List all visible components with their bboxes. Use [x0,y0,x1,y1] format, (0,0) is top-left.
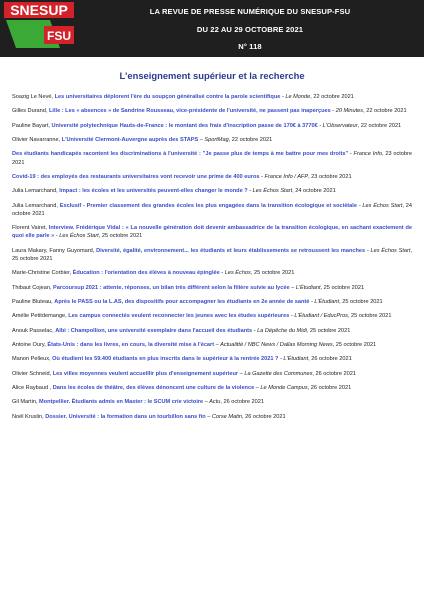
article-source: - France Info [348,151,383,158]
article-author: Florent Vairet, [12,225,49,232]
article-item [12,298,412,306]
article-item [12,107,412,115]
article-source: - 20 Minutes [330,108,364,115]
article-item [12,122,412,130]
article-link[interactable]: Où étudient les 59.400 étudiants en plus inscrits dans le supérieur à la rentrée 2021 ? [52,356,279,363]
article-source: - Les Échos Start [247,188,293,195]
article-author: Pauline Bayart, [12,122,52,129]
article-date: , 25 octobre 2021 [347,313,392,320]
article-author: Pauline Bluteau, [12,298,55,305]
article-source: – La Gazette des Communes [238,370,313,377]
article-item [12,312,412,320]
article-source: – Le Monde Campus [254,385,308,391]
article-item [12,224,412,240]
article-date: , 22 octobre 2021 [363,108,407,115]
review-title: LA REVUE DE PRESSE NUMÉRIQUE DU SNESUP-FSU [149,7,351,16]
article-source: - L'Étudiant / EducPros [289,313,348,320]
article-source: – Actualitté / NBC News / Dallas Morning News [214,341,333,348]
article-author: Olivier Navarranne, [12,137,62,144]
header-band [0,0,424,57]
article-link[interactable]: Interview. Frédérique Vidal : « La nouvelle génération doit devenir ambassadrice de la transition écologique, en sachant exactement de quoi elle parle » [12,225,412,240]
article-link[interactable]: Dans les écoles de théâtre, des élèves dénoncent une culture de la violence [52,385,255,391]
article-author: Thibaut Cojean, [12,284,54,291]
article-item [12,398,412,406]
article-date: , 22 octobre 2021 [228,137,273,144]
article-item [12,247,412,263]
article-item [12,384,412,392]
article-date: , 25 octobre 2021 [332,341,377,348]
article-author: Anouk Passelac, [12,327,56,334]
article-author: Gilles Durand, [12,108,49,115]
article-source: – L'Étudiant [289,284,321,291]
article-link[interactable]: Les campus connectés veulent reconnecter les jeunes avec les études supérieures [68,313,290,320]
article-item [12,173,412,181]
article-link[interactable]: Impact : les écoles et les universités peuvent-elles changer le monde ? [59,188,248,195]
article-item [12,136,412,144]
article-source: - L'Étudiant [309,298,340,305]
review-dates: DU 22 AU 29 OCTOBRE 2021 [196,25,304,34]
article-author: Olivier Schneid, [12,370,53,377]
article-link[interactable]: Les villes moyennes veulent accueillir plus d'enseignement supérieur [52,370,239,377]
article-author: Marie-Christine Corbier, [12,270,73,277]
article-date: , 26 octobre 2021 [242,413,286,420]
article-source: – Corse Matin [205,413,243,420]
article-date: , 25 octobre 2021 [320,284,365,291]
article-item [12,93,412,101]
article-item [12,370,412,378]
article-source: - L'Observateur [317,122,358,129]
article-author: Gil Martin, [12,399,40,406]
article-author: Julia Lemarchand, [12,202,60,209]
article-item [12,327,412,335]
article-link[interactable]: Université polytechnique Hauts-de-France : le montant des frais d'inscription passe de 170€ à 3770€ [51,122,318,129]
article-link[interactable]: Diversité, égalité, environnement... les étudiants et leurs établissements se retroussent les manches [96,247,366,254]
article-date: , 23 octobre 2021 [12,151,412,166]
article-source: - France Info / AFP [259,173,309,180]
article-item [12,355,412,363]
section-title: L'enseignement supérieur et la recherche [119,70,305,81]
article-author: Laura Makary, Fanny Guyomard, [12,247,97,254]
article-author: Soazig Le Nevé, [12,94,55,100]
article-item [12,284,412,292]
article-author: Julia Lemarchand, [12,188,60,195]
article-author: Manon Pelleux, [12,356,53,363]
article-source: - Le Monde [280,94,311,100]
article-source: - Les Échos Start [54,233,99,240]
article-source: - Les Échos Start [365,247,411,254]
article-item [12,202,412,218]
article-date: , 25 octobre 2021 [12,247,412,262]
article-item [12,413,412,421]
article-link[interactable]: États-Unis : dans les livres, en cours, la diversité mise à l'écart [47,341,215,348]
article-author: Antoine Oury, [12,341,48,348]
article-author: Amélie Petitdemange, [12,313,69,320]
article-item [12,150,412,166]
article-link[interactable]: Exclusif - Premier classement des grandes écoles les plus engagées dans la transition écologique et sociétale [59,202,357,209]
article-date: , 25 octobre 2021 [98,233,143,240]
article-date: , 23 octobre 2021 [308,173,352,180]
article-link[interactable]: Montpellier. Étudiants admis en Master : le SCUM crie victoire [39,399,204,406]
article-date: , 26 octobre 2021 [307,385,352,391]
article-item [12,269,412,277]
article-list [12,93,412,427]
article-date: , 22 octobre 2021 [310,94,354,100]
article-item [12,341,412,349]
article-date: , 24 octobre 2021 [292,188,336,195]
article-link[interactable]: Des étudiants handicapés racontent les discriminations à l'université : "Je passe plus de temps à me battre pour mes droits" [12,151,349,158]
article-date: , 26 octobre 2021 [312,370,356,377]
article-link[interactable]: Dossier. Université : la formation dans un tourbillon sans fin [45,413,206,420]
snesup-fsu-logo [4,2,76,54]
article-link[interactable]: Albi : Champollion, une université exemplaire dans l'accueil des étudiants [55,327,253,334]
article-date: , 24 octobre 2021 [12,202,412,217]
article-link[interactable]: L'Université Clermont-Auvergne auprès des STAPS [61,137,199,144]
article-source: - Les Échos Start [356,202,403,209]
article-source: - L'Étudiant [278,356,309,363]
article-date: , 25 octobre 2021 [306,327,351,334]
logo-text-snesup: SNESUP [10,2,68,18]
article-link[interactable]: Éducation : l'orientation des élèves à nouveau épinglée [72,270,220,277]
article-date: , 25 octobre 2021 [339,298,383,305]
article-link[interactable]: Covid-19 : des employés des restaurants universitaires vont recevoir une prime de 400 euros [12,173,260,180]
article-date: , 22 octobre 2021 [357,122,402,129]
article-source: – Actu [203,399,221,406]
article-item [12,187,412,195]
article-date: , 26 octobre 2021 [308,356,352,363]
article-link[interactable]: Après le PASS ou la L.AS, des dispositifs pour accompagner les étudiants en 2e année de santé [54,298,310,305]
article-author: Noël Kruslin, [12,413,46,420]
article-link[interactable]: Les universitaires déplorent l'ère du soupçon généralisé contre la parole scientifique [54,94,281,100]
article-link[interactable]: Parcoursup 2021 : attente, réponses, un bilan très différent selon la filière suivie au lycée [53,284,290,291]
article-source: - Les Échos [219,270,251,277]
article-date: , 25 octobre 2021 [250,270,295,277]
article-source: – SportMag [198,137,229,144]
article-date: , 26 octobre 2021 [220,399,264,406]
review-number: N° 118 [238,42,262,51]
article-link[interactable]: Lille : Les « absences » de Sandrine Rousseau, vice-présidente de l'université, ne passent pas inaperçues [49,108,331,115]
article-source: - La Dépêche du Midi [252,327,307,334]
article-author: Alice Raybaud , [12,385,53,391]
logo-text-fsu: FSU [47,29,71,43]
